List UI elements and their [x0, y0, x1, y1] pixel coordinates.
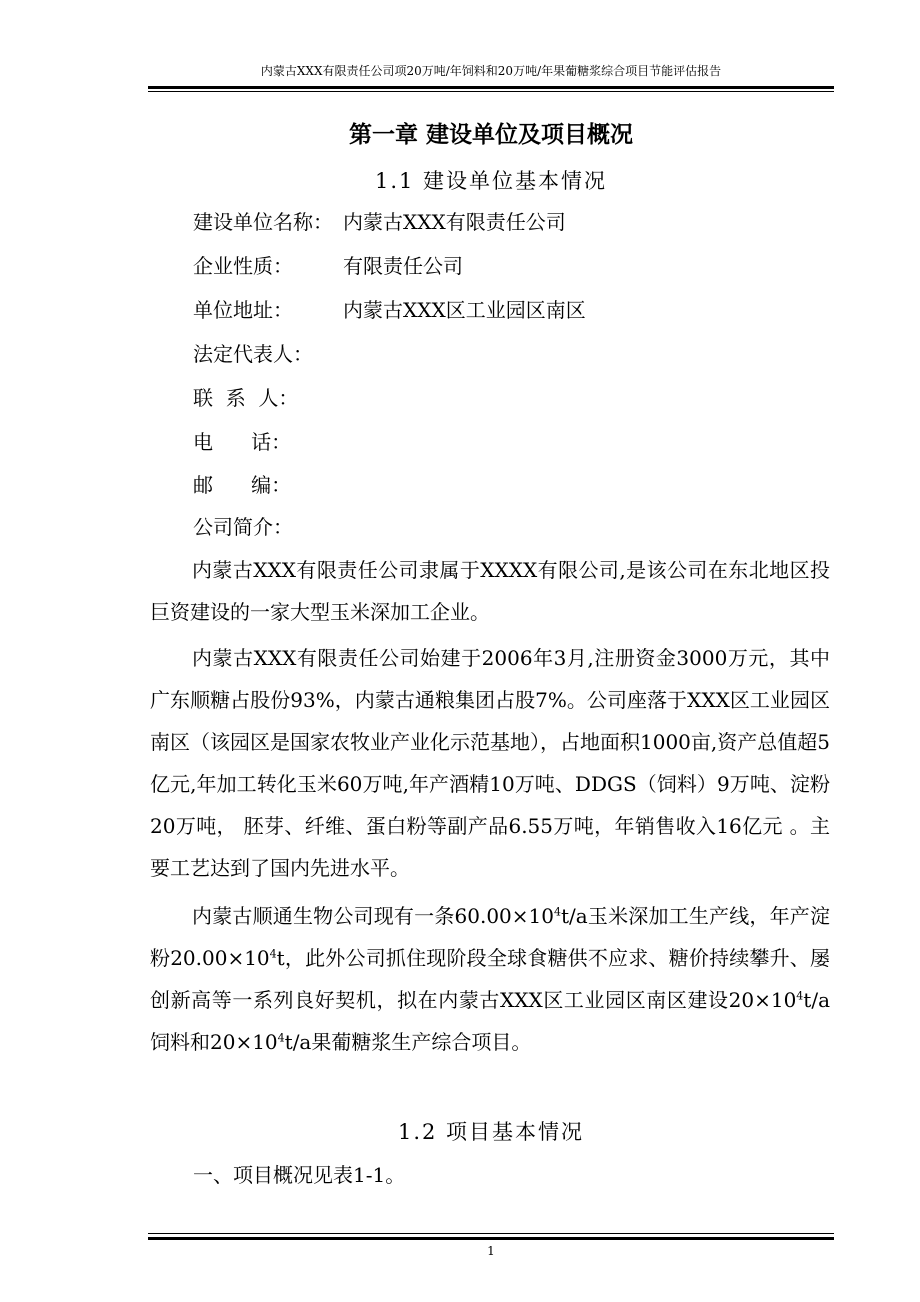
header-rule-thick	[148, 86, 834, 89]
section-1-1-title: 1.1 建设单位基本情况	[374, 169, 608, 193]
field-label: 联 系 人：	[193, 386, 299, 410]
superscript: 4	[269, 947, 277, 961]
company-profile-paragraph-3	[150, 895, 830, 1063]
project-overview-item-1: 一、项目概况见表1-1。	[193, 1163, 406, 1187]
section-1-2-title: 1.2 项目基本情况	[397, 1120, 585, 1144]
field-value: 有限责任公司	[343, 254, 463, 278]
running-header: 内蒙古XXX有限责任公司项20万吨/年饲料和20万吨/年果葡糖浆综合项目节能评估报告	[260, 64, 722, 78]
field-label: 电 话：	[193, 430, 292, 454]
field-label: 单位地址：	[193, 298, 293, 322]
text-run: t/a饲料和20×10	[150, 988, 830, 1054]
text-run: t，此外公司抓住现阶段全球食糖供不应求、糖价持续攀升、屡创新高等一系列良好契机，拟在内蒙古XXX区工业园区南区建设20×10	[150, 946, 830, 1012]
field-value: 内蒙古XXX区工业园区南区	[343, 298, 586, 322]
company-profile-paragraph-1: 内蒙古XXX有限责任公司隶属于XXXX有限公司,是该公司在东北地区投巨资建设的一家大型玉米深加工企业。	[150, 558, 830, 624]
text-run: t/a果葡糖浆生产综合项目。	[284, 1030, 532, 1054]
page-number: 1	[487, 1244, 495, 1258]
superscript: 4	[553, 905, 561, 919]
field-label: 邮 编：	[193, 473, 292, 497]
superscript: 4	[796, 989, 804, 1003]
company-profile-paragraph-2: 内蒙古XXX有限责任公司始建于2006年3月,注册资金3000万元，其中广东顺糖占股份93%，内蒙古通粮集团占股7%。公司座落于XXX区工业园区南区（该园区是国家农牧业产业化示范基地），占地面积1000亩,资产总值超5亿元,年加工转化玉米60万吨,年产酒精10万吨、DDGS（饲料）9万吨、淀粉20万吨， 胚芽、纤维、蛋白粉等副产品6.55万吨，年销售收入16亿元 。主要工艺达到了国内先进水平。	[150, 646, 830, 880]
text-run: 内蒙古顺通生物公司现有一条60.00×10	[192, 904, 554, 928]
text-run: t/a玉米深加工生产线，年产淀粉20.00×10	[150, 904, 831, 970]
footer-rule-thick	[148, 1237, 834, 1240]
chapter-title: 第一章 建设单位及项目概况	[348, 122, 633, 148]
superscript: 4	[277, 1031, 285, 1045]
field-value: 内蒙古XXX有限责任公司	[343, 210, 566, 234]
footer-rule-thin	[148, 1233, 834, 1234]
field-label: 企业性质：	[193, 254, 293, 278]
header-rule-thin	[148, 91, 834, 92]
field-label: 公司简介：	[193, 515, 293, 539]
field-label: 法定代表人：	[193, 342, 313, 366]
field-label: 建设单位名称：	[193, 210, 333, 234]
